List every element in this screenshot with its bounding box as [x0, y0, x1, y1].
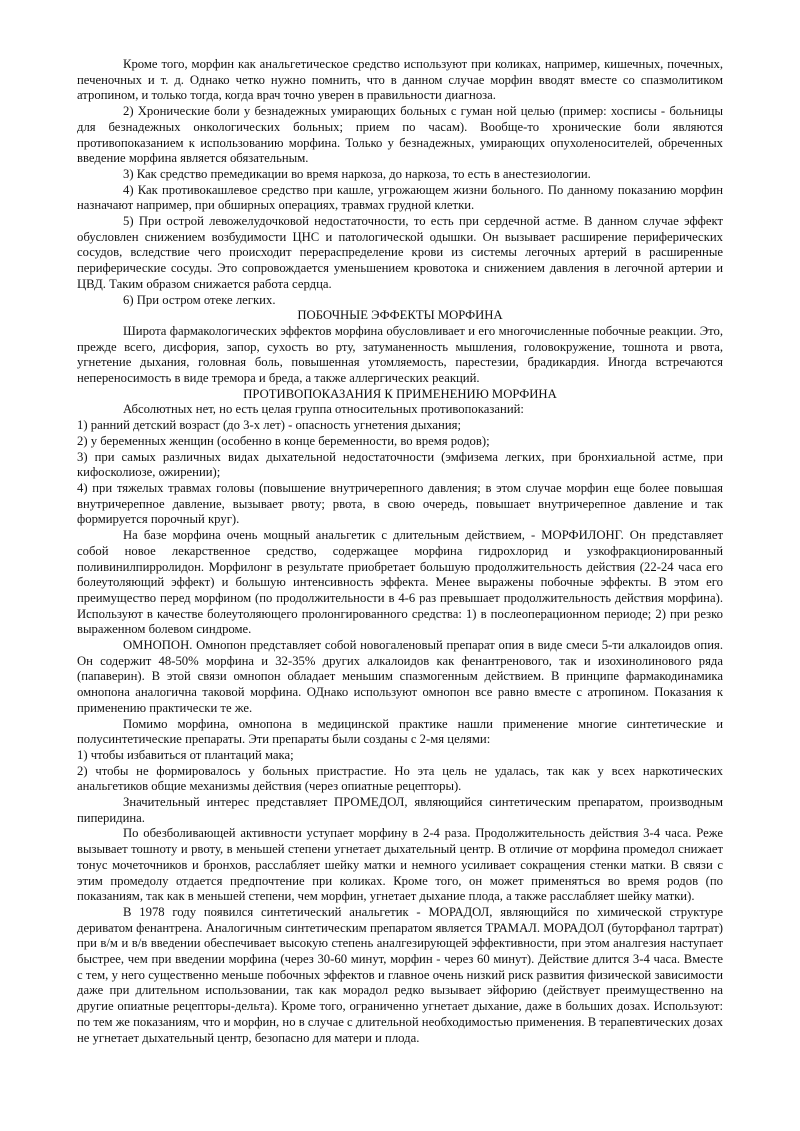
- paragraph-promedol-intro: Значительный интерес представляет ПРОМЕДОЛ, являющийся синтетическим препаратом, производным пиперидина.: [77, 795, 723, 825]
- paragraph-colic-indication: Кроме того, морфин как анальгетическое средство используют при коликах, например, кишечных, почечных, печеночных и т. д. Однако четко нужно помнить, что в данном случае морфин вводят вместе со спазмолитиком атропином, и только тогда, когда врач точно уверен в правильности диагноза.: [77, 57, 723, 103]
- paragraph-premedication: 3) Как средство премедикации во время наркоза, до наркоза, то есть в анестезиологии.: [123, 166, 591, 181]
- list-item-early-childhood: 1) ранний детский возраст (до 3-х лет) - опасность угнетения дыхания;: [77, 418, 461, 433]
- list-item-pregnancy: 2) у беременных женщин (особенно в конце беременности, во время родов);: [77, 433, 490, 448]
- paragraph-cardiac-asthma: 5) При острой левожелудочковой недостаточности, то есть при сердечной астме. В данном случае эффект обусловлен снижением возбудимости ЦНС и патологической одышки. Он вызывает расширение периферических сосудов, вследствие чего происходит перераспределение крови из системы легочных артерий в расширенные периферические сосуды. Это сопровождается уменьшением кровотока и снижением давления в легочной артерии и ЦВД. Таким образом снижается работа сердца.: [77, 214, 723, 291]
- paragraph-omnopon: ОМНОПОН. Омнопон представляет собой новогаленовый препарат опия в виде смеси 5-ти алкалоидов опия. Он содержит 48-50% морфина и 32-35% других алкалоидов как фенантренового, так и изохинолинового ряда (папаверин). В этой связи омнопон обладает меньшим спазмогенным действием. В принципе фармакодинамика омнопона аналогична таковой морфина. ОДнако используют омнопон все равно вместе с атропином. Показания к применению практически те же.: [77, 638, 723, 715]
- paragraph-promedol-activity: По обезболивающей активности уступает морфину в 2-4 раза. Продолжительность действия 3-4 часа. Реже вызывает тошноту и рвоту, в меньшей степени угнетает дыхательный центр. В отличие от морфина промедол снижает тонус мочеточников и бронхов, расслабляет шейку матки и немного усиливает сокращения стенки матки. В связи с этим промедолу отдается предпочтение при коликах. Кроме того, он может применяться во время родов (по показаниям, так как в меньшей степени, чем морфин, угнетает дыхание плода, а также расслабляет шейку матки).: [77, 826, 723, 904]
- list-item-addiction: 2) чтобы не формировалось у больных пристрастие. Но эта цель не удалась, так как у всех наркотических анальгетиков общие механизмы действия (через опиатные рецепторы).: [77, 763, 723, 794]
- paragraph-synthetic-intro: Помимо морфина, омнопона в медицинской практике нашли применение многие синтетические и полусинтетические препараты. Эти препараты были созданы с 2-мя целями:: [77, 716, 723, 747]
- heading-side-effects: ПОБОЧНЫЕ ЭФФЕКТЫ МОРФИНА: [297, 308, 503, 323]
- paragraph-side-effects: Широта фармакологических эффектов морфина обусловливает и его многочисленные побочные реакции. Это, прежде всего, дисфория, запор, сухость во рту, затуманенность мышления, головокружение, тошнота и рвота, угнетение дыхания, головная боль, повышенная утомляемость, парестезии, брадикардия. Иногда встречаются непереносимость в виде тремора и бреда, а также аллергических реакций.: [77, 323, 723, 386]
- paragraph-chronic-pain: 2) Хронические боли у безнадежных умирающих больных с гуман ной целью (пример: хосписы - больницы для безнадежных онкологических больных; прием по часам). Вообще-то хронические боли являются противопоказанием к использованию морфина. Только у безнадежных, умирающих опухоленосителей, обреченных введение морфина является обязательным.: [77, 104, 723, 166]
- paragraph-moradol: В 1978 году появился синтетический анальгетик - МОРАДОЛ, являющийся по химической структуре дериватом фенантрена. Аналогичным синтетическим препаратом является ТРАМАЛ. МОРАДОЛ (буторфанол тартрат) при в/м и в/в введении обеспечивает высокую степень аналгезирующей эффективности, при этом аналгезия наступает быстрее, чем при введении морфина (через 30-60 минут, морфин - через 60 минут). Действие длится 3-4 часа. Вместе с тем, у него существенно меньше побочных эффектов и главное очень низкий риск развития физической зависимости даже при длительном использовании, так как морадол редко вызывает эйфорию (действует преимущественно на другие опиатные рецепторы-дельта). Кроме того, ограниченно угнетает дыхание, даже в больших дозах. Используют: по тем же показаниям, что и морфин, но в случае с длительной необходимостью применения. В терапевтических дозах не угнетает дыхательный центр, безопасно для матери и плода.: [77, 904, 723, 1045]
- heading-contraindications: ПРОТИВОПОКАЗАНИЯ К ПРИМЕНЕНИЮ МОРФИНА: [243, 386, 557, 401]
- paragraph-morfilong: На базе морфина очень мощный анальгетик с длительным действием, - МОРФИЛОНГ. Он представляет собой новое лекарственное средство, содержащее морфина гидрохлорид и узкофракционированный поливинилпирролидон. Морфилонг в результате приобретает большую продолжительность действия (22-24 часа его болеутоляющий эффект) и большую интенсивность эффекта. Менее выражены побочные эффекты. В этом его преимущество перед морфином (по продолжительности в 4-6 раз превышает продолжительность действия морфина). Используют в качестве болеутоляющего пролонгированного средства: 1) в послеоперационном периоде; 2) при резко выраженном болевом синдроме.: [77, 528, 723, 637]
- paragraph-antitussive: 4) Как противокашлевое средство при кашле, угрожающем жизни больного. По данному показанию морфин назначают например, при обширных операциях, травмах грудной клетки.: [77, 182, 723, 213]
- list-item-respiratory-failure: 3) при самых различных видах дыхательной недостаточности (эмфизема легких, при бронхиальной астме, при кифосколиозе, ожирении);: [77, 449, 723, 480]
- list-item-poppy-plantations: 1) чтобы избавиться от плантаций мака;: [77, 747, 294, 762]
- list-item-head-trauma: 4) при тяжелых травмах головы (повышение внутричерепного давления; в этом случае морфин еще более повышая внутричерепное давление, вызывает рвоту; рвота, в свою очередь, повышает внутричерепное давление и так формируется порочный круг).: [77, 480, 723, 527]
- paragraph-pulmonary-edema: 6) При остром отеке легких.: [123, 292, 276, 307]
- paragraph-contraindications-intro: Абсолютных нет, но есть целая группа относительных противопоказаний:: [123, 402, 524, 417]
